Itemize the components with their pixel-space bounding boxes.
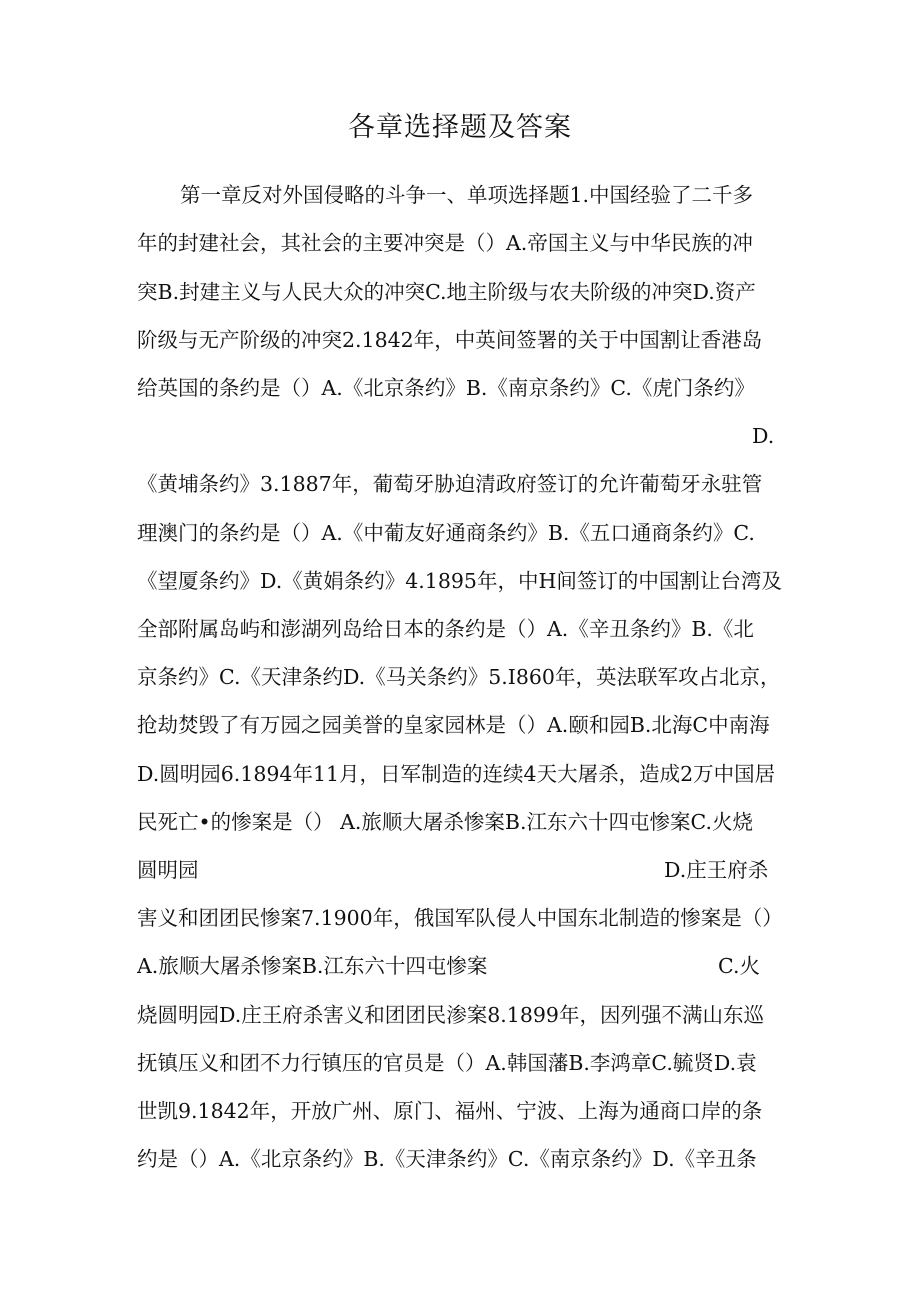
text-line: 约是（）A.《北京条约》B.《天津条约》C.《南京条约》D.《辛丑条	[137, 1147, 757, 1171]
text-line: 民死亡•的惨案是（） A.旅顺大屠杀惨案B.江东六十四屯惨案C.火烧	[137, 810, 753, 834]
text-line: 阶级与无产阶级的冲突2.1842年，中英间签署的关于中国割让香港岛	[137, 328, 763, 352]
text-line: 理澳门的条约是（）A.《中葡友好通商条约》B.《五口通商条约》C.	[137, 521, 755, 545]
text-line: 京条约》C.《天津条约D.《马关条约》5.I860年，英法联军攻占北京，	[137, 665, 781, 689]
text-line: 《黄埔条约》3.1887年，葡萄牙胁迫清政府签订的允许葡萄牙永驻管	[137, 472, 763, 496]
text-line: 烧圆明园D.庄王府杀害义和团团民渗案8.1899年，因列强不满山东巡	[137, 1003, 764, 1027]
text-line: A.旅顺大屠杀惨案B.江东六十四屯惨案	[137, 954, 488, 978]
text-line: D.圆明园6.1894年11月，日军制造的连续4天大屠杀，造成2万中国居	[137, 762, 776, 786]
text-line: 圆明园	[137, 858, 199, 882]
text-line: 突B.封建主义与人民大众的冲突C.地主阶级与农夫阶级的冲突D.资产	[137, 280, 756, 304]
text-line: 世凯9.1842年，开放广州、原门、福州、宁波、上海为通商口岸的条	[137, 1099, 763, 1123]
text-line: 抚镇压义和团不力行镇压的官员是（）A.韩国藩B.李鸿章C.毓贤D.袁	[137, 1051, 757, 1075]
text-line: D.	[752, 424, 775, 448]
text-line: 《望厦条约》D.《黄娟条约》4.1895年，中H间签订的中国割让台湾及	[137, 569, 782, 593]
text-line: 抢劫焚毁了有万园之园美誉的皇家园林是（）A.颐和园B.北海C中南海	[137, 713, 770, 737]
text-line: 给英国的条约是（）A.《北京条约》B.《南京条约》C.《虎门条约》	[137, 376, 755, 400]
text-line: D.庄王府杀	[664, 858, 769, 882]
text-line: 全部附属岛屿和澎湖列岛给日本的条约是（）A.《辛丑条约》B.《北	[137, 617, 754, 641]
page-title: 各章选择题及答案	[348, 112, 572, 143]
text-line: 第一章反对外国侵略的斗争一、单项选择题1.中国经验了二千多	[180, 183, 754, 207]
text-line: 害义和团团民惨案7.1900年，俄国军队侵人中国东北制造的惨案是（）	[137, 906, 783, 930]
text-line: 年的封建社会，其社会的主要冲突是（）A.帝国主义与中华民族的冲	[137, 231, 753, 255]
text-line: C.火	[718, 954, 760, 978]
